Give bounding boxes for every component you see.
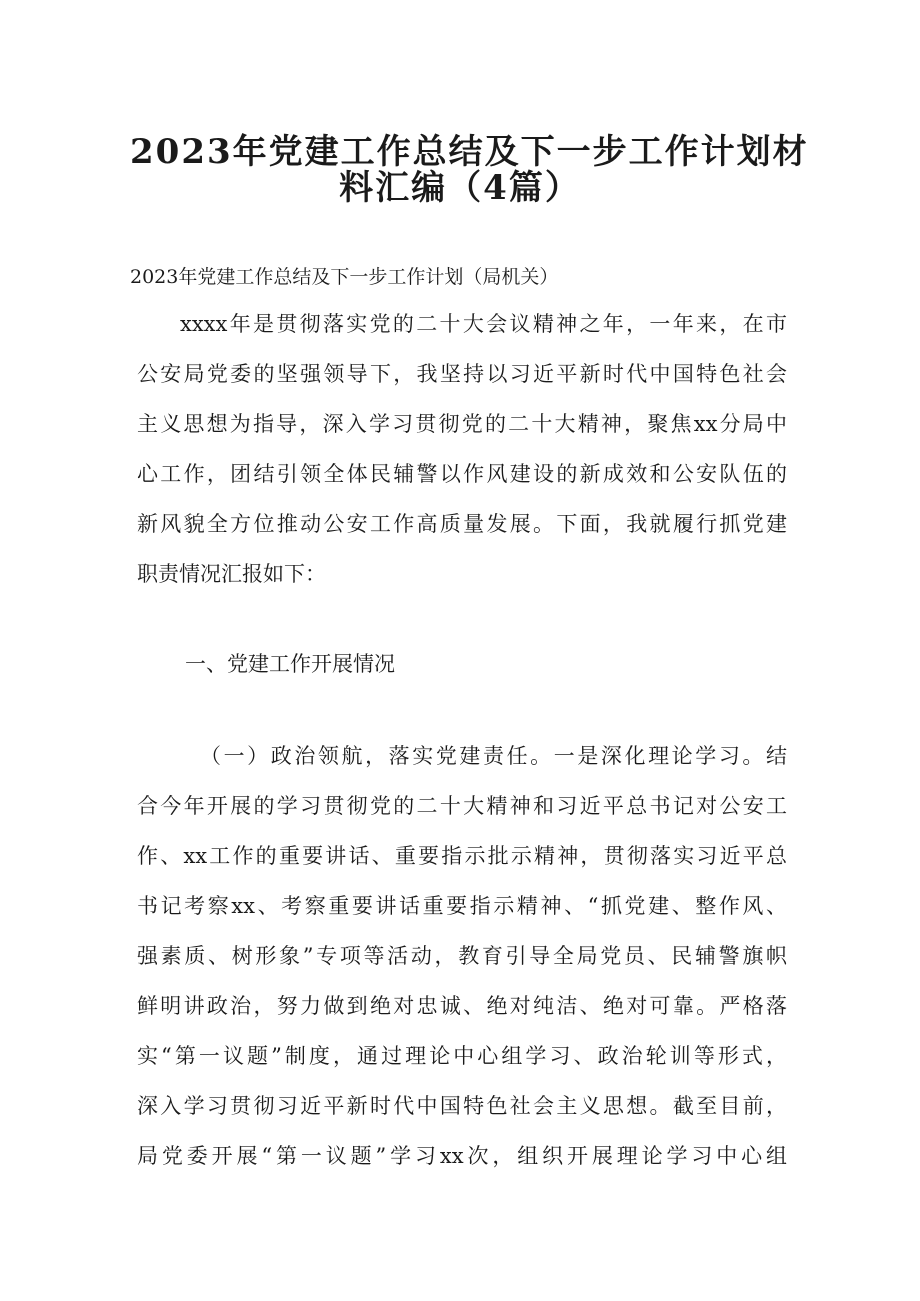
- section-line-7: 实“第一议题”制度，通过理论中心组学习、政治轮训等形式，: [137, 1044, 787, 1068]
- intro-line-2: 公安局党委的坚强领导下，我坚持以习近平新时代中国特色社会: [137, 362, 787, 386]
- section-line-3: 作、xx工作的重要讲话、重要指示批示精神，贯彻落实习近平总: [137, 844, 787, 868]
- intro-line-6: 职责情况汇报如下：: [137, 562, 326, 586]
- section-line-9: 局党委开展“第一议题”学习xx次，组织开展理论学习中心组: [137, 1144, 787, 1168]
- document-title-line-1: 2023年党建工作总结及下一步工作计划材: [130, 132, 809, 172]
- article-subtitle: 2023年党建工作总结及下一步工作计划（局机关）: [130, 266, 559, 288]
- intro-line-1: xxxx年是贯彻落实党的二十大会议精神之年，一年来，在市: [180, 312, 787, 336]
- section-line-1: （一）政治领航，落实党建责任。一是深化理论学习。结: [200, 744, 787, 768]
- section-line-8: 深入学习贯彻习近平新时代中国特色社会主义思想。截至目前，: [137, 1094, 787, 1118]
- section-line-6: 鲜明讲政治，努力做到绝对忠诚、绝对纯洁、绝对可靠。严格落: [137, 994, 787, 1018]
- section-heading: 一、党建工作开展情况: [185, 652, 395, 676]
- intro-line-4: 心工作，团结引领全体民辅警以作风建设的新成效和公安队伍的: [137, 462, 787, 486]
- document-title-line-2: 料汇编（4篇）: [339, 168, 581, 208]
- section-line-2: 合今年开展的学习贯彻党的二十大精神和习近平总书记对公安工: [137, 794, 787, 818]
- intro-line-3: 主义思想为指导，深入学习贯彻党的二十大精神，聚焦xx分局中: [137, 412, 787, 436]
- intro-line-5: 新风貌全方位推动公安工作高质量发展。下面，我就履行抓党建: [137, 512, 787, 536]
- section-line-5: 强素质、树形象”专项等活动，教育引导全局党员、民辅警旗帜: [137, 944, 787, 968]
- section-line-4: 书记考察xx、考察重要讲话重要指示精神、“抓党建、整作风、: [137, 894, 787, 918]
